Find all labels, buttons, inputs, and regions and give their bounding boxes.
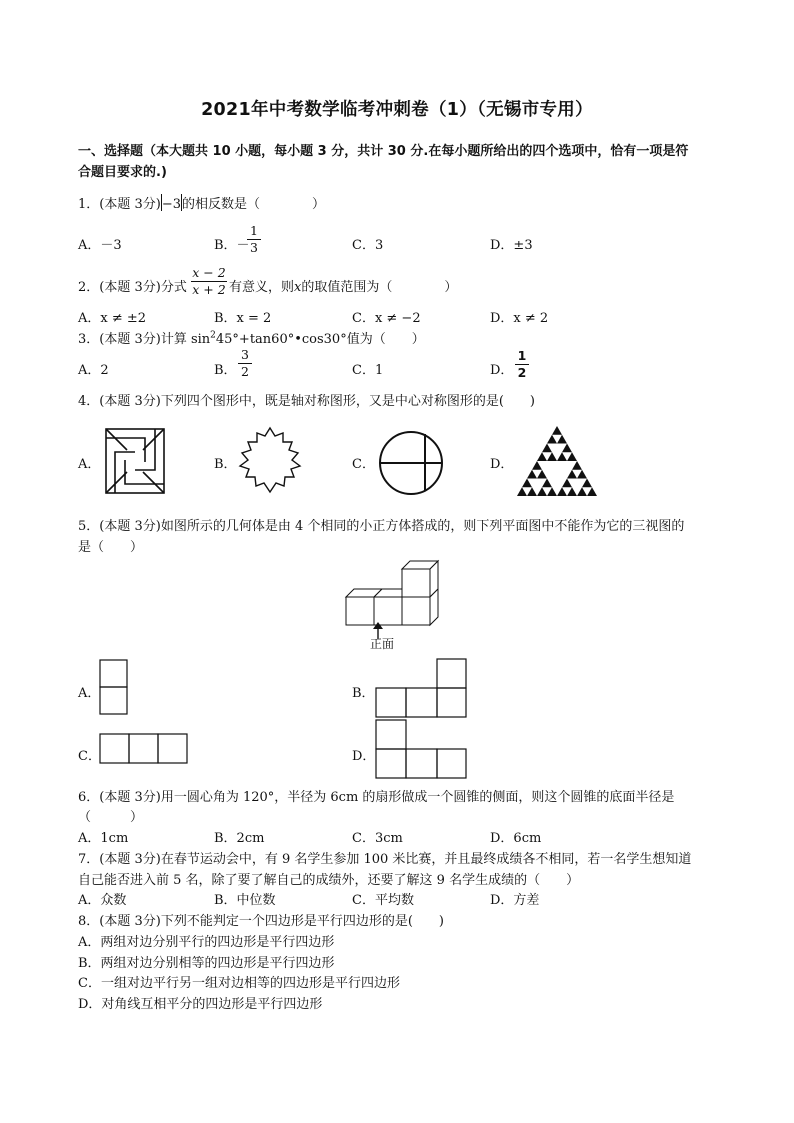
fraction-numerator: 1 [517, 348, 527, 363]
q2-fraction [191, 266, 227, 297]
q3-option-d-fraction [515, 349, 529, 380]
fraction-numerator: 3 [241, 347, 249, 362]
q6-option-b: B．2cm [214, 831, 265, 846]
q4-option-c: C． [352, 457, 375, 472]
q3-option-c: C．1 [352, 363, 384, 378]
fraction-denominator: 3 [250, 240, 258, 255]
q6-option-d: D．6cm [490, 831, 542, 846]
q1-option-d: D．±3 [490, 238, 533, 253]
q6-option-c: C．3cm [352, 831, 403, 846]
circle-with-lines-figure [378, 430, 444, 496]
q5-option-d-view [375, 719, 467, 779]
question-8: 8．(本题 3分)下列不能判定一个四边形是平行四边形的是( ) [78, 914, 444, 929]
section-heading-line1: 一、选择题（本大题共 10 小题，每小题 3 分，共计 30 分.在每小题所给出的四个选项中，恰有一项是符 [78, 144, 689, 159]
question-5-line2: 是（ ） [78, 540, 144, 555]
q1-option-b: B．－ [214, 238, 250, 253]
question-1-expr: −3 [161, 197, 181, 212]
question-2-suffix: 有意义，则x的取值范围为（ ） [229, 280, 458, 295]
q5-option-b: B． [352, 686, 375, 701]
koch-snowflake-figure [234, 426, 306, 496]
q3-option-b-prefix: B． [214, 363, 237, 378]
question-3: 3．(本题 3分)计算 $\sin^245^\circ+\tan 60^\circ•\cos 30^\circ$值为（ ） [78, 330, 425, 347]
q2-option-d: D．x ≠ 2 [490, 311, 549, 326]
question-7-line1: 7．(本题 3分)在春节运动会中，有 9 名学生参加 100 米比赛，并且最终成绩各不相同，若一名学生想知道 [78, 852, 692, 867]
q1-option-b-fraction [247, 224, 261, 255]
question-5-line1: 5．(本题 3分)如图所示的几何体是由 4 个相同的小正方体搭成的，则下列平面图中不能作为它的三视图的 [78, 519, 685, 534]
q5-option-b-view [375, 658, 467, 718]
q7-option-a: A．众数 [78, 893, 127, 908]
question-6-line1: 6．(本题 3分)用一圆心角为 120°，半径为 6cm 的扇形做成一个圆锥的侧面，则这个圆锥的底面半径是 [78, 790, 675, 805]
fraction-numerator: 1 [250, 223, 258, 238]
fraction-numerator: x − 2 [192, 265, 226, 280]
q3-option-d-prefix: D． [490, 363, 514, 378]
q5-option-a: A． [78, 686, 101, 701]
cube-stack-figure [343, 560, 447, 632]
q3-option-a: A．2 [78, 363, 109, 378]
sierpinski-triangle-figure [517, 426, 597, 496]
q3-option-b-fraction [238, 348, 252, 379]
q2-option-b: B．x = 2 [214, 311, 272, 326]
q5-option-d: D． [352, 749, 376, 764]
question-2-prefix: 2．(本题 3分)分式 [78, 280, 187, 295]
front-label: 正面 [370, 637, 395, 651]
q8-option-c: C．一组对边平行另一组对边相等的四边形是平行四边形 [78, 976, 400, 991]
question-4: 4．(本题 3分)下列四个图形中，既是轴对称图形，又是中心对称图形的是( ) [78, 394, 535, 409]
q1-option-c: C．3 [352, 238, 384, 253]
question-1-prefix: 1．(本题 3分) [78, 197, 161, 212]
q8-option-b: B．两组对边分别相等的四边形是平行四边形 [78, 956, 335, 971]
q7-option-d: D．方差 [490, 893, 540, 908]
q2-option-a: A．x ≠ ±2 [78, 311, 147, 326]
fraction-denominator: 2 [517, 365, 527, 380]
question-7-line2: 自己能否进入前 5 名，除了要了解自己的成绩外，还要了解这 9 名学生成绩的（ ） [78, 873, 580, 888]
q5-option-c: C． [78, 749, 101, 764]
q5-option-a-view [99, 659, 129, 715]
q5-option-c-view [99, 733, 188, 765]
question-1-suffix: 的相反数是（ ） [182, 197, 326, 212]
fraction-denominator: x + 2 [192, 282, 226, 297]
q2-option-c: C．x ≠ −2 [352, 311, 421, 326]
q4-option-b: B． [214, 457, 237, 472]
question-6-line2: （ ） [78, 810, 144, 825]
q6-option-a: A．1cm [78, 831, 129, 846]
pinwheel-square-figure [105, 428, 165, 494]
q1-option-a: A．－3 [78, 238, 122, 253]
question-1 [78, 193, 325, 212]
q7-option-b: B．中位数 [214, 893, 276, 908]
section-heading-line2: 合题目要求的.) [78, 165, 167, 180]
q4-option-a: A． [78, 457, 101, 472]
q4-option-d: D． [490, 457, 514, 472]
fraction-denominator: 2 [241, 364, 249, 379]
q8-option-d: D．对角线互相平分的四边形是平行四边形 [78, 997, 323, 1012]
q8-option-a: A．两组对边分别平行的四边形是平行四边形 [78, 935, 335, 950]
page-title: 2021年中考数学临考冲刺卷（1）（无锡市专用） [201, 100, 593, 120]
q7-option-c: C．平均数 [352, 893, 414, 908]
